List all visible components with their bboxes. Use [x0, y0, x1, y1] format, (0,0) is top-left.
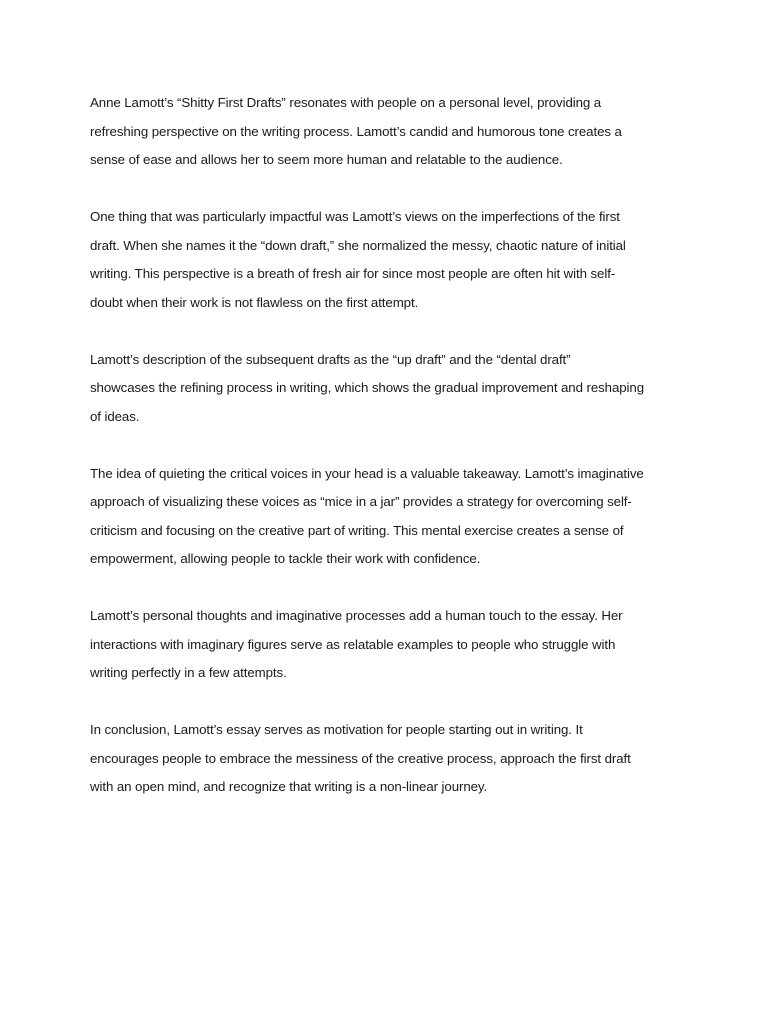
text-line: encourages people to embrace the messiness of the creative process, approach the first draft — [90, 750, 631, 766]
paragraph-6 — [90, 716, 686, 802]
text-line: In conclusion, Lamott’s essay serves as motivation for people starting out in writing. It — [90, 722, 583, 737]
paragraph-3 — [90, 346, 686, 432]
text-line: approach of visualizing these voices as “mice in a jar” provides a strategy for overcoming self- — [90, 494, 632, 509]
text-line: writing. This perspective is a breath of fresh air for since most people are often hit with self- — [90, 266, 616, 281]
text-line: draft. When she names it the “down draft,” she normalized the messy, chaotic nature of initial — [90, 237, 626, 253]
text-line: criticism and focusing on the creative part of writing. This mental exercise creates a sense of — [90, 522, 624, 538]
text-line: of ideas. — [90, 408, 140, 424]
text-line: sense of ease and allows her to seem more human and relatable to the audience. — [90, 152, 563, 167]
document-body — [90, 89, 686, 830]
text-line: doubt when their work is not flawless on the first attempt. — [90, 294, 419, 310]
paragraph-4 — [90, 460, 686, 574]
text-line: refreshing perspective on the writing process. Lamott’s candid and humorous tone creates a — [90, 123, 622, 139]
text-line: The idea of quieting the critical voices in your head is a valuable takeaway. Lamott’s imaginative — [90, 465, 644, 481]
paragraph-5 — [90, 602, 686, 688]
text-line: with an open mind, and recognize that writing is a non-linear journey. — [90, 779, 488, 794]
paragraph-1 — [90, 89, 686, 175]
text-line: Anne Lamott’s “Shitty First Drafts” resonates with people on a personal level, providing a — [90, 95, 602, 110]
text-line: interactions with imaginary figures serve as relatable examples to people who struggle with — [90, 636, 616, 652]
text-line: writing perfectly in a few attempts. — [90, 665, 287, 680]
text-line: empowerment, allowing people to tackle their work with confidence. — [90, 551, 481, 566]
text-line: Lamott’s description of the subsequent drafts as the “up draft” and the “dental draft” — [90, 351, 571, 367]
text-line: showcases the refining process in writing, which shows the gradual improvement and reshaping — [90, 380, 644, 395]
text-line: Lamott’s personal thoughts and imaginative processes add a human touch to the essay. Her — [90, 608, 623, 623]
paragraph-2 — [90, 203, 686, 317]
text-line: One thing that was particularly impactful was Lamott’s views on the imperfections of the first — [90, 209, 620, 224]
